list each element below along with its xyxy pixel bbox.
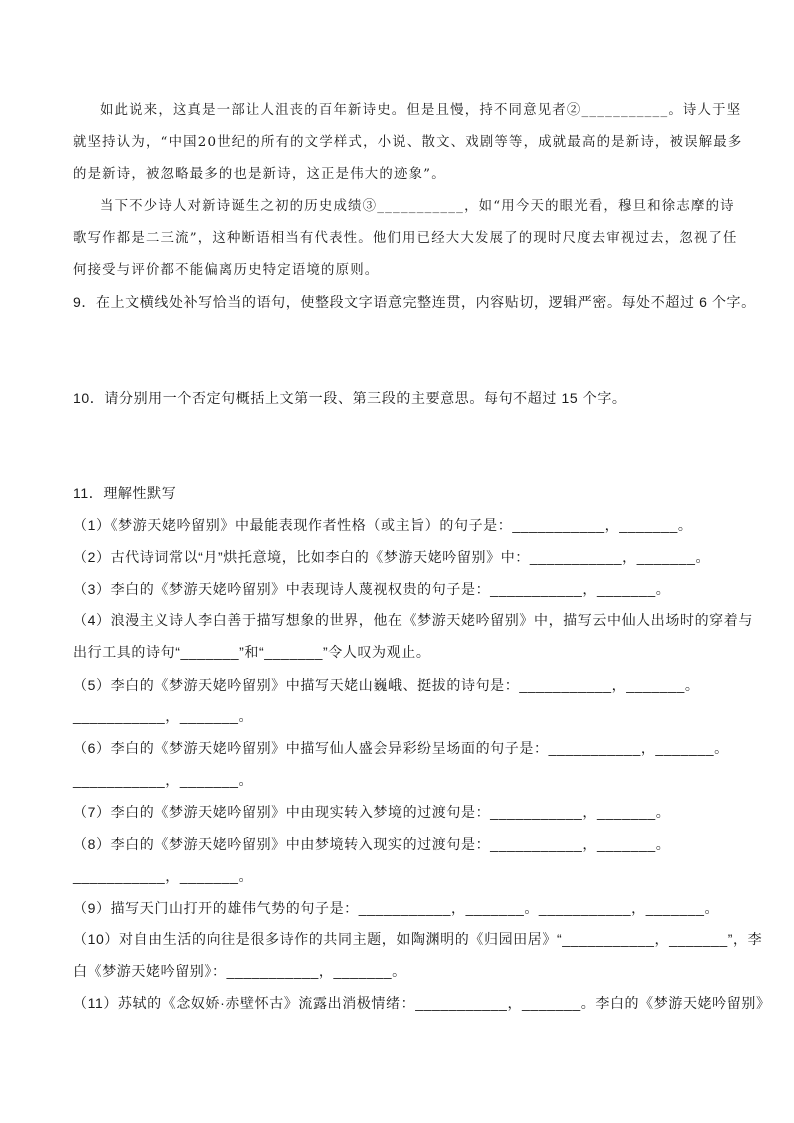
passage-p2-line1: 当下不少诗人对新诗诞生之初的历史成绩③___________，如“用今天的眼光看，穆旦和徐志摩的诗 bbox=[100, 199, 735, 214]
question-9: 9．在上文横线处补写恰当的语句，使整段文字语意完整连贯，内容贴切，逻辑严密。每处不超过 6 个字。 bbox=[73, 294, 756, 310]
question-11-item-4-line2: 出行工具的诗句“_______”和“_______”令人叹为观止。 bbox=[73, 644, 431, 660]
question-11-title: 11．理解性默写 bbox=[73, 485, 177, 501]
passage-p1-line1: 如此说来，这真是一部让人沮丧的百年新诗史。但是且慢，持不同意见者②___________。诗人于坚 bbox=[100, 103, 742, 118]
question-11-item-10-line2: 白《梦游天姥吟留别》：___________，_______。 bbox=[73, 963, 407, 979]
question-11-item-9: （9）描写天门山打开的雄伟气势的句子是：___________，_______。___________，_______。 bbox=[73, 900, 720, 916]
question-11-item-5-line2: ___________，_______。 bbox=[73, 708, 254, 724]
passage-p2-line2: 歌写作都是二三流”，这种断语相当有代表性。他们用已经大大发展了的现时尺度去审视过去，忽视了任 bbox=[73, 231, 738, 246]
question-11-item-11: （11）苏轼的《念奴娇·赤壁怀古》流露出消极情绪：___________，_______。李白的《梦游天姥吟留别》 bbox=[73, 995, 771, 1011]
question-11-item-6-line2: ___________，_______。 bbox=[73, 772, 254, 788]
question-11-item-7: （7）李白的《梦游天姥吟留别》中由现实转入梦境的过渡句是：___________，_______。 bbox=[73, 804, 671, 820]
question-10: 10．请分别用一个否定句概括上文第一段、第三段的主要意思。每句不超过 15 个字。 bbox=[73, 390, 627, 406]
question-11-item-4-line1: （4）浪漫主义诗人李白善于描写想象的世界，他在《梦游天姥吟留别》中，描写云中仙人出场时的穿着与 bbox=[73, 612, 753, 628]
question-11-item-8-line1: （8）李白的《梦游天姥吟留别》中由梦境转入现实的过渡句是：___________，_______。 bbox=[73, 836, 671, 852]
question-11-item-10-line1: （10）对自由生活的向往是很多诗作的共同主题，如陶渊明的《归园田居》“___________，_______”，李 bbox=[73, 931, 763, 947]
passage-p2-line3: 何接受与评价都不能偏离历史特定语境的原则。 bbox=[73, 263, 380, 278]
question-11-item-2: （2）古代诗词常以“月”烘托意境，比如李白的《梦游天姥吟留别》中：___________，_______。 bbox=[73, 549, 711, 565]
question-11-item-5-line1: （5）李白的《梦游天姥吟留别》中描写天姥山巍峨、挺拔的诗句是：___________，_______。 bbox=[73, 677, 700, 693]
question-11-item-3: （3）李白的《梦游天姥吟留别》中表现诗人蔑视权贵的句子是：___________，_______。 bbox=[73, 581, 671, 597]
passage-p1-line3: 的是新诗，被忽略最多的也是新诗，这正是伟大的迹象”。 bbox=[73, 167, 446, 182]
passage-p1-line2: 就坚持认为，“中国20世纪的所有的文学样式，小说、散文、戏剧等等，成就最高的是新诗，被误解最多 bbox=[73, 135, 743, 150]
question-11-item-1: （1）《梦游天姥吟留别》中最能表现作者性格（或主旨）的句子是：___________，_______。 bbox=[73, 517, 693, 533]
question-11-item-8-line2: ___________，_______。 bbox=[73, 868, 254, 884]
question-11-item-6-line1: （6）李白的《梦游天姥吟留别》中描写仙人盛会异彩纷呈场面的句子是：___________，_______。 bbox=[73, 740, 729, 756]
